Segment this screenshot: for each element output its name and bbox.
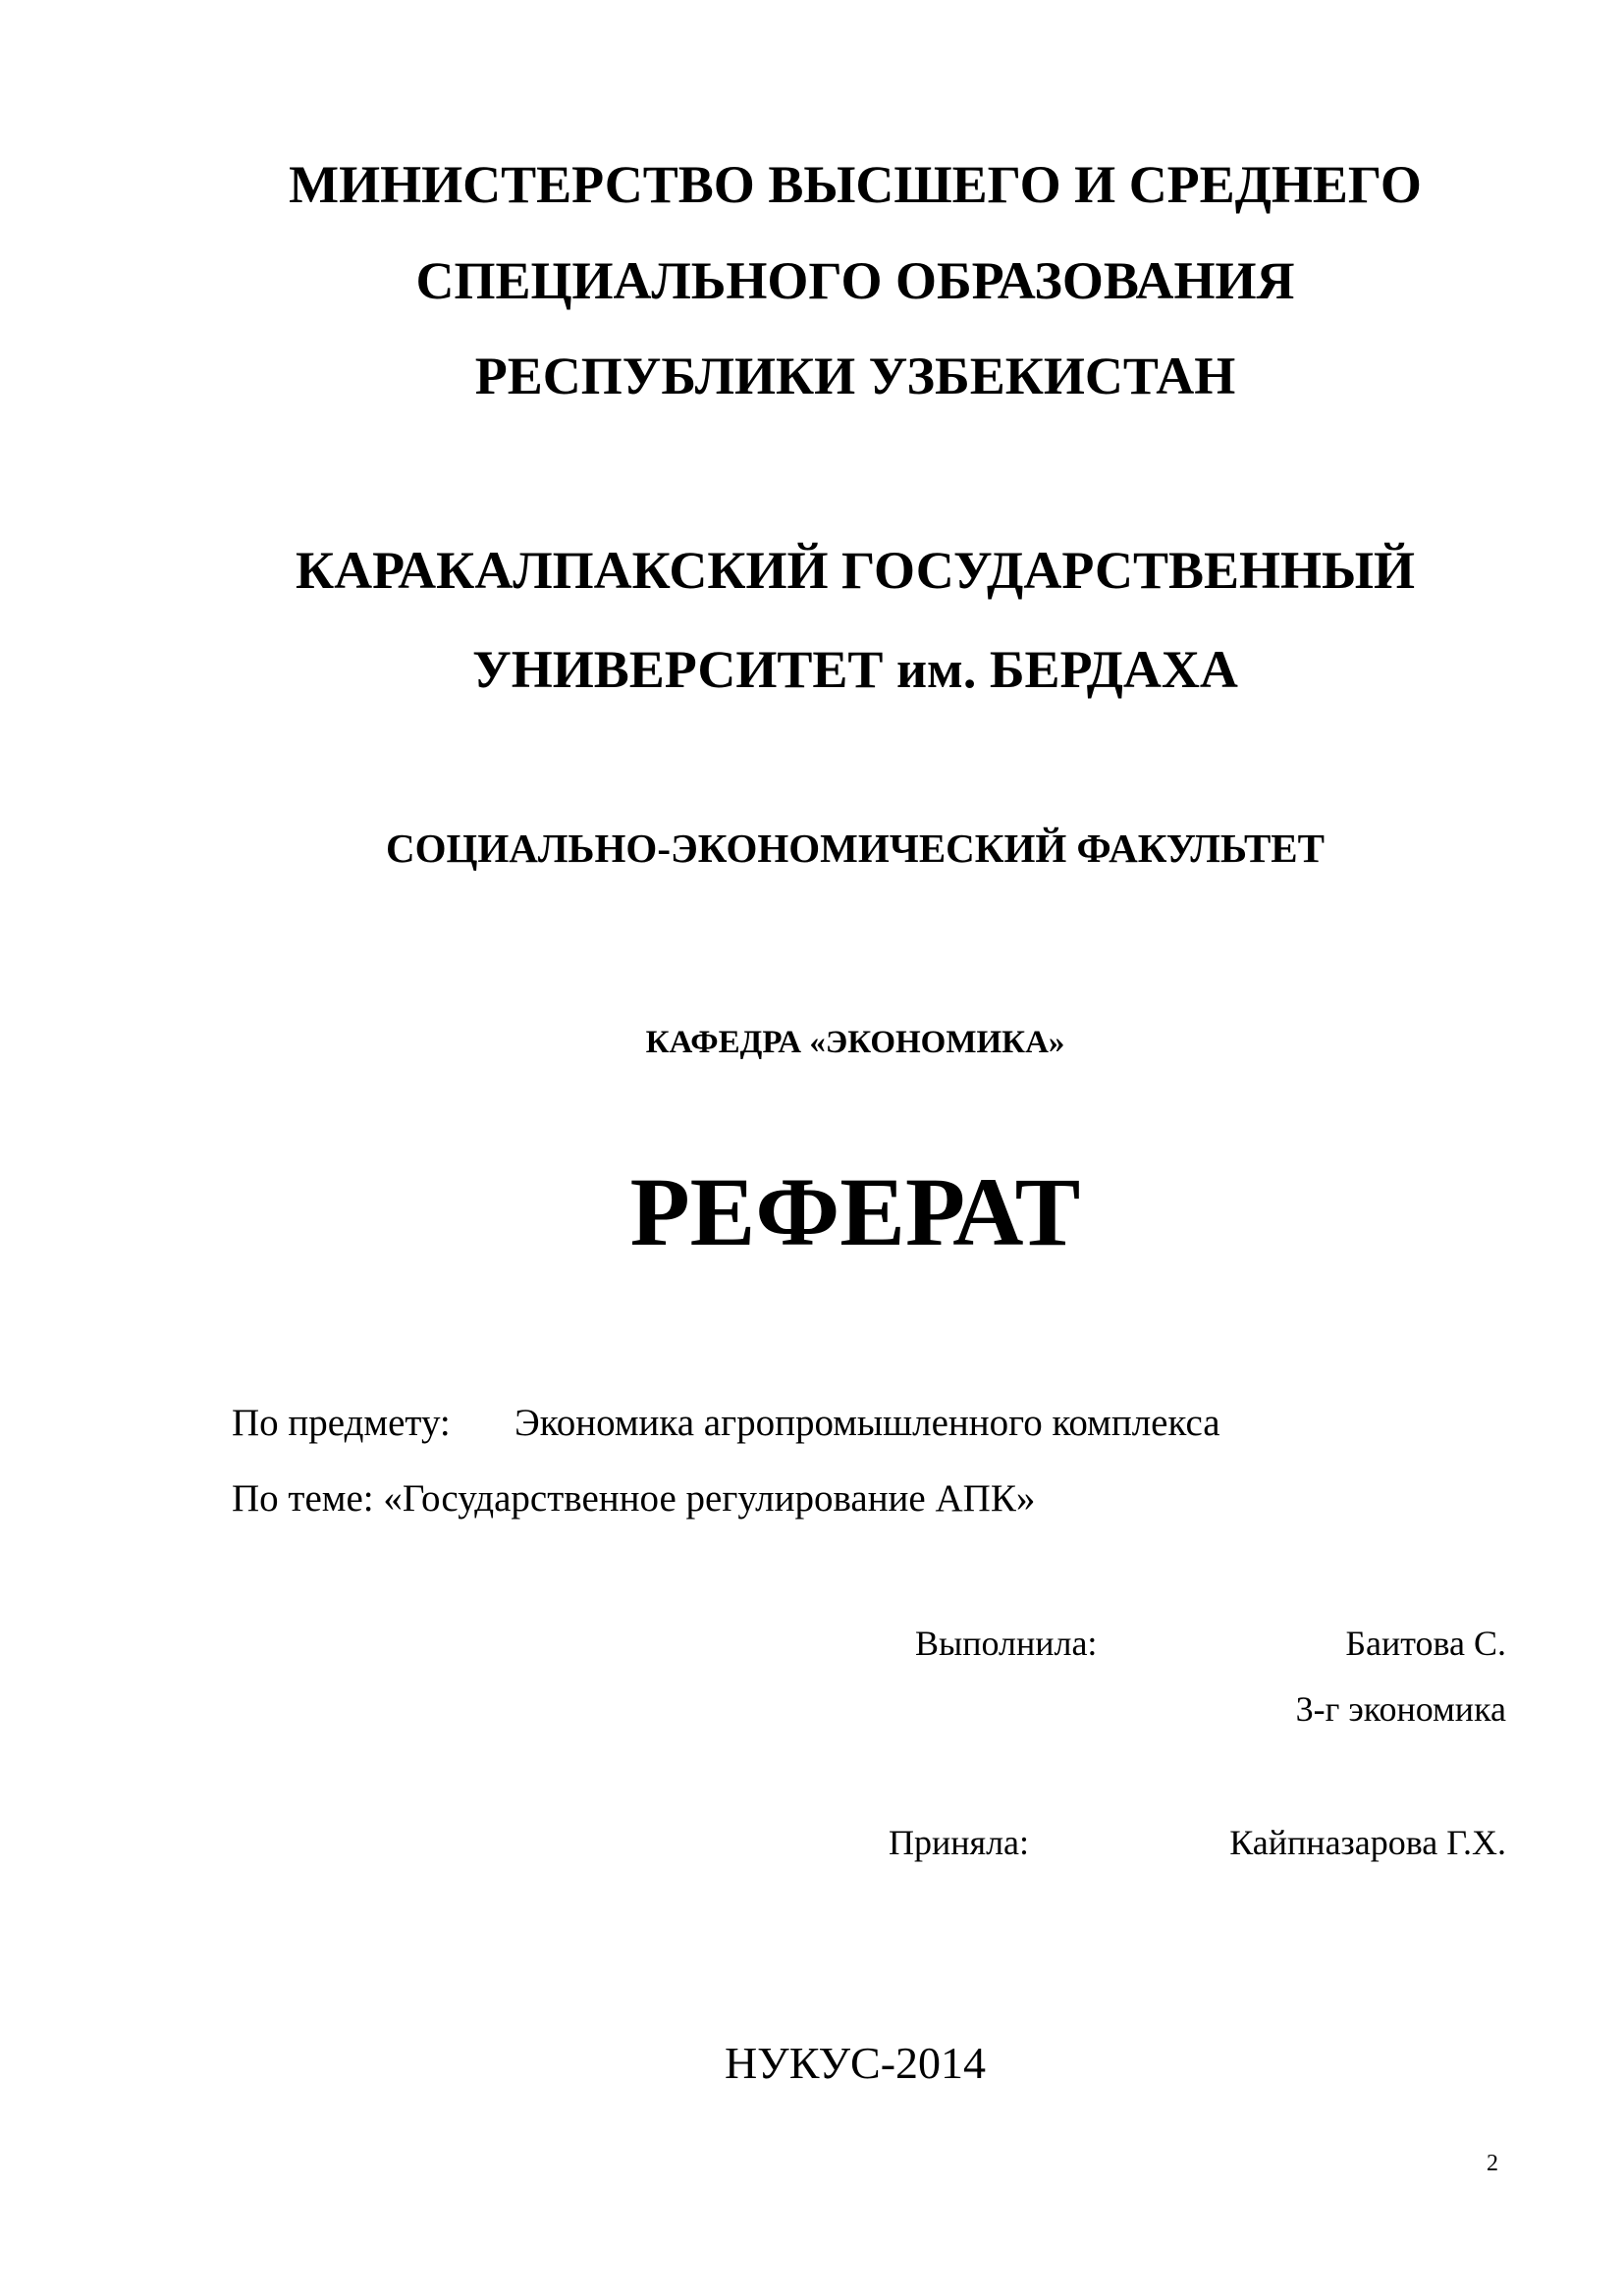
accepted-name: Кайпназарова Г.Х. — [1229, 1823, 1506, 1862]
document-title: РЕФЕРАТ — [629, 1157, 1081, 1266]
faculty-heading: СОЦИАЛЬНО-ЭКОНОМИЧЕСКИЙ ФАКУЛЬТЕТ — [385, 826, 1325, 871]
university-line-2: УНИВЕРСИТЕТ им. БЕРДАХА — [472, 640, 1238, 699]
performed-label: Выполнила: — [915, 1624, 1098, 1663]
university-line-1: КАРАКАЛПАКСКИЙ ГОСУДАРСТВЕННЫЙ — [295, 541, 1416, 600]
subject-label: По предмету: — [232, 1402, 451, 1444]
page-number: 2 — [1487, 2151, 1498, 2176]
performed-group: 3-г экономика — [1295, 1689, 1506, 1729]
city-year: НУКУС-2014 — [724, 2038, 987, 2088]
subject-value: Экономика агропромышленного комплекса — [514, 1402, 1220, 1444]
accepted-label: Приняла: — [889, 1823, 1030, 1862]
department-heading: КАФЕДРА «ЭКОНОМИКА» — [645, 1025, 1065, 1060]
performed-name: Баитова С. — [1345, 1624, 1506, 1663]
topic-line: По теме: «Государственное регулирование АПК» — [232, 1477, 1036, 1520]
ministry-line-3: РЕСПУБЛИКИ УЗБЕКИСТАН — [474, 347, 1236, 405]
ministry-line-1: МИНИСТЕРСТВО ВЫСШЕГО И СРЕДНЕГО — [289, 155, 1422, 214]
ministry-line-2: СПЕЦИАЛЬНОГО ОБРАЗОВАНИЯ — [415, 251, 1295, 310]
